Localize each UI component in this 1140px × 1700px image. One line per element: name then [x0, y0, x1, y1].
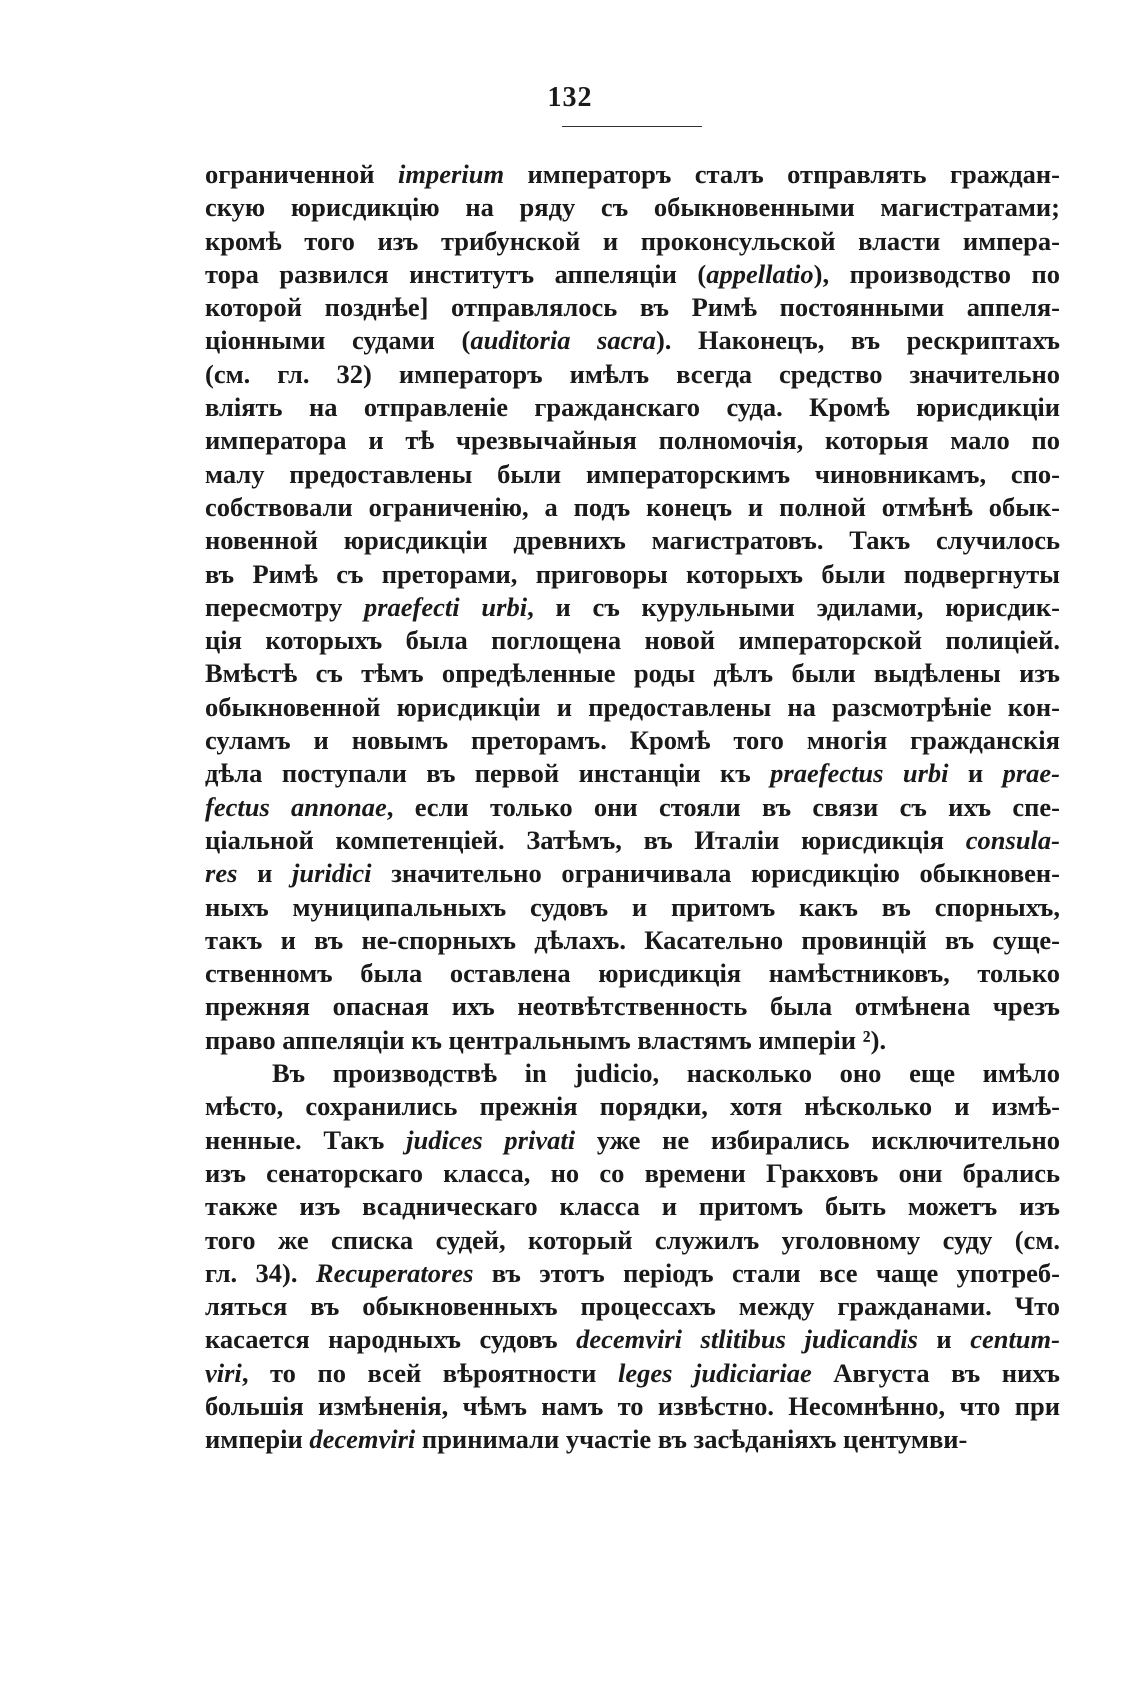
paragraph: [205, 1057, 1060, 1457]
text-run: имперіи: [205, 1424, 310, 1455]
text-line: [205, 990, 1060, 1023]
text-line: [205, 724, 1060, 757]
text-run: императоръ сталъ отправлять граждан-: [504, 159, 1060, 189]
text-line: [205, 324, 1060, 357]
latin-term: auditoria sacra: [470, 325, 656, 356]
text-line: [205, 824, 1060, 857]
text-line: [205, 857, 1060, 890]
latin-term: Recuperatores: [315, 1257, 474, 1288]
text-run: значительно ограничивала юрисдикцію обыкновен-: [371, 858, 1060, 889]
latin-term: praefectus urbi: [770, 758, 949, 789]
text-run: ныхъ муниципальныхъ судовъ и притомъ какъ въ спорныхъ,: [205, 891, 1060, 922]
text-line: [205, 358, 1060, 391]
text-run: ), производство по: [813, 258, 1061, 289]
text-line: [205, 424, 1060, 457]
text-line: [205, 1157, 1060, 1190]
text-run: вліять на отправленіе гражданскаго суда. Кромѣ юрисдикціи: [205, 392, 1060, 423]
text-line: [205, 591, 1060, 624]
text-run: собствовали ограниченію, а подъ конецъ и полной отмѣнѣ обык-: [205, 491, 1060, 522]
text-run: такъ и въ не-спорныхъ дѣлахъ. Касательно провинцій въ суще-: [205, 924, 1060, 955]
text-run: пересмотру: [205, 591, 364, 622]
text-run: ціальной компетенціей. Затѣмъ, въ Италіи юрисдикція: [205, 824, 966, 855]
text-line: [205, 1323, 1060, 1356]
text-run: новенной юрисдикціи древнихъ магистратовъ. Такъ случилось: [205, 525, 1060, 556]
text-line: [205, 1024, 1060, 1057]
text-run: изъ сенаторскаго класса, но со времени Гракховъ они брались: [205, 1157, 1060, 1188]
text-line: [205, 657, 1060, 690]
text-line: [205, 1290, 1060, 1323]
text-run: тора развился институтъ аппеляціи (: [205, 258, 707, 289]
text-run: прежняя опасная ихъ неотвѣтственность была отмѣнена чрезъ: [205, 991, 1060, 1022]
text-line: [205, 158, 1060, 191]
paragraph: [205, 158, 1060, 1057]
text-run: и: [948, 758, 1003, 789]
text-line: [205, 391, 1060, 424]
text-run: право аппеляціи къ центральнымъ властямъ имперіи ²).: [205, 1024, 887, 1055]
text-line: [205, 1190, 1060, 1223]
text-line: [205, 924, 1060, 957]
latin-term: decemviri: [309, 1424, 416, 1455]
text-run: Вмѣстѣ съ тѣмъ опредѣленные роды дѣлъ были выдѣлены изъ: [205, 658, 1060, 689]
text-line: [205, 1390, 1060, 1423]
text-line: [205, 458, 1060, 491]
latin-term: res: [205, 858, 238, 889]
text-run: , то по всей вѣроятности: [241, 1357, 618, 1388]
text-line: [205, 1257, 1060, 1290]
text-line: [205, 291, 1060, 324]
text-run: скую юрисдикцію на ряду съ обыкновенными магистратами;: [205, 192, 1060, 223]
text-run: ція которыхъ была поглощена новой императорской полиціей.: [205, 625, 1060, 656]
text-line: [205, 558, 1060, 591]
text-line: [205, 624, 1060, 657]
text-line: [205, 691, 1060, 724]
text-run: Въ производствѣ in judicio, насколько оно еще имѣло: [272, 1058, 1060, 1089]
text-run: дѣла поступали въ первой инстанціи къ: [205, 758, 771, 789]
text-run: и: [237, 858, 293, 889]
text-run: , если только они стояли въ связи съ ихъ спе-: [386, 791, 1060, 822]
text-run: въ этотъ періодъ стали все чаще употреб-: [473, 1257, 1060, 1288]
text-line: [205, 491, 1060, 524]
text-line: [205, 891, 1060, 924]
text-run: ненные. Такъ: [205, 1124, 407, 1155]
latin-term: judices privati: [406, 1124, 576, 1155]
text-run: того же списка судей, который служилъ уголовному суду (см.: [205, 1224, 1060, 1255]
text-run: ляться въ обыкновенныхъ процессахъ между гражданами. Что: [205, 1291, 1060, 1322]
text-line: [205, 1357, 1060, 1390]
body-text: [205, 158, 1060, 1457]
text-run: Августа въ нихъ: [811, 1357, 1060, 1388]
text-run: и: [917, 1324, 971, 1355]
text-line: [205, 258, 1060, 291]
latin-term: decemviri stlitibus judicandis: [576, 1324, 918, 1355]
text-run: кромѣ того изъ трибунской и проконсульской власти импера-: [205, 225, 1060, 256]
page-number: 132: [547, 82, 593, 113]
text-line: [205, 225, 1060, 258]
text-line: [205, 757, 1060, 790]
latin-term: imperium: [398, 159, 505, 189]
text-run: ственномъ была оставлена юрисдикція намѣстниковъ, только: [205, 958, 1060, 989]
latin-term: consula-: [965, 824, 1060, 855]
text-run: ограниченной: [205, 159, 399, 189]
text-line: [205, 791, 1060, 824]
text-run: (см. гл. 32) императоръ имѣлъ всегда средство значительно: [205, 358, 1060, 389]
text-line: [205, 1423, 1060, 1456]
text-line: [205, 957, 1060, 990]
text-run: которой позднѣе] отправлялось въ Римѣ постоянными аппеля-: [205, 292, 1060, 323]
text-run: въ Римѣ съ преторами, приговоры которыхъ были подвергнуты: [205, 558, 1060, 589]
text-run: мѣсто, сохранились прежнія порядки, хотя нѣсколько и измѣ-: [205, 1091, 1060, 1122]
text-line: [205, 1224, 1060, 1257]
latin-term: prae-: [1002, 758, 1060, 789]
text-line: [205, 191, 1060, 224]
text-run: суламъ и новымъ преторамъ. Кромѣ того многія гражданскія: [205, 725, 1060, 756]
text-run: гл. 34).: [205, 1257, 316, 1288]
text-line: [205, 1057, 1060, 1090]
latin-term: centum-: [970, 1324, 1060, 1355]
text-run: императора и тѣ чрезвычайныя полномочія, которыя мало по: [205, 425, 1060, 456]
text-run: ціонными судами (: [205, 325, 471, 356]
text-run: касается народныхъ судовъ: [205, 1324, 577, 1355]
latin-term: praefecti urbi: [363, 591, 528, 622]
text-run: ). Наконецъ, въ рескриптахъ: [655, 325, 1060, 356]
text-line: [205, 1090, 1060, 1123]
text-run: также изъ всадническаго класса и притомъ быть можетъ изъ: [205, 1191, 1060, 1222]
latin-term: viri: [205, 1357, 242, 1388]
text-run: принимали участіе въ засѣданіяхъ центумви-: [415, 1424, 968, 1455]
latin-term: fectus annonae: [205, 791, 387, 822]
latin-term: appellatio: [706, 258, 814, 289]
latin-term: leges judiciariae: [617, 1357, 812, 1388]
text-run: обыкновенной юрисдикціи и предоставлены на разсмотрѣніе кон-: [205, 691, 1060, 722]
text-run: малу предоставлены были императорскимъ чиновникамъ, спо-: [205, 458, 1060, 489]
text-line: [205, 1124, 1060, 1157]
text-run: , и съ курульными эдилами, юрисдик-: [527, 591, 1060, 622]
text-run: большія измѣненія, чѣмъ намъ то извѣстно. Несомнѣнно, что при: [205, 1390, 1060, 1421]
text-line: [205, 524, 1060, 557]
latin-term: juridici: [292, 858, 372, 889]
text-run: уже не избирались исключительно: [575, 1124, 1060, 1155]
page-number-rule: [562, 126, 702, 127]
